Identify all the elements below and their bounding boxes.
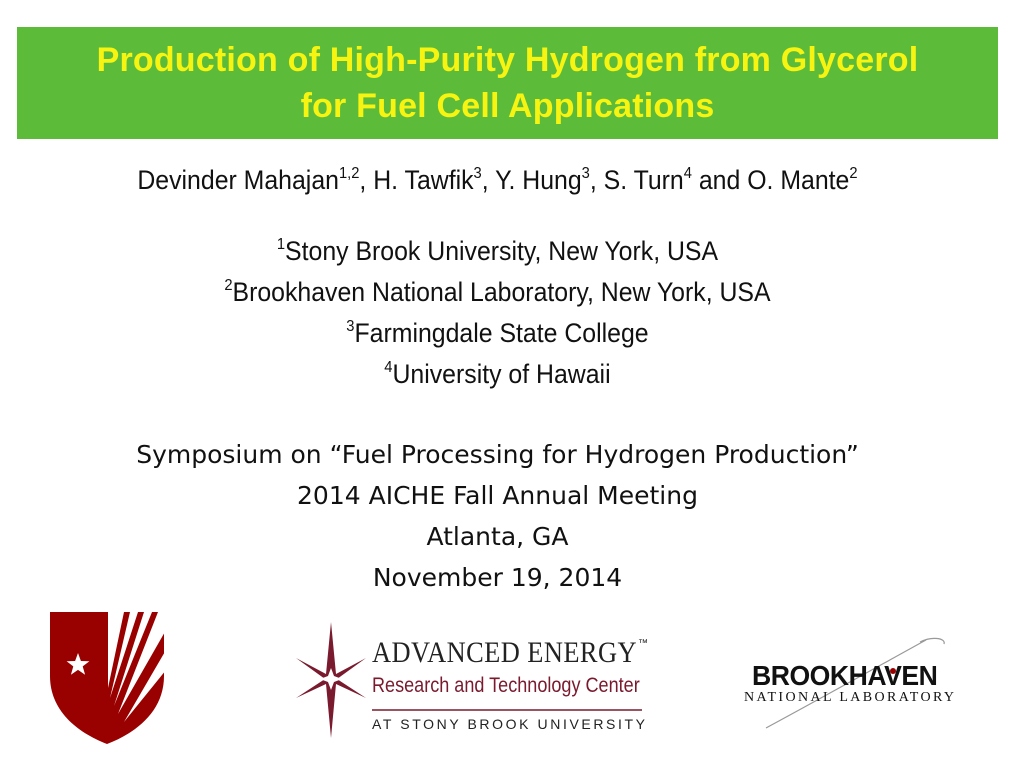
affiliation-line bbox=[40, 354, 955, 395]
trademark-mark: ™ bbox=[638, 638, 648, 649]
aertc-title: ADVANCED ENERGY bbox=[372, 636, 637, 669]
stony-brook-shield-logo bbox=[48, 610, 166, 746]
affiliation-index: 1 bbox=[276, 236, 286, 253]
affiliation-line bbox=[40, 272, 955, 313]
author-list bbox=[40, 163, 955, 197]
title-line-1: Production of High-Purity Hydrogen from Glycerol bbox=[96, 41, 919, 79]
affiliation-line bbox=[40, 313, 955, 354]
affiliation-index: 2 bbox=[224, 277, 233, 294]
bnl-name: BROOKHAVEN bbox=[752, 660, 938, 691]
title-line-2: for Fuel Cell Applications bbox=[300, 87, 715, 125]
aertc-logo bbox=[296, 622, 666, 742]
author-affiliation-index: 1,2 bbox=[338, 165, 360, 182]
author-affiliation-index: 3 bbox=[473, 165, 482, 182]
author-separator: , bbox=[481, 165, 496, 195]
affiliation-text: University of Hawaii bbox=[392, 359, 611, 389]
shield-body bbox=[48, 610, 166, 746]
author-name: Y. Hung bbox=[495, 165, 582, 195]
author-separator: and bbox=[691, 165, 748, 195]
author-affiliation-index: 2 bbox=[849, 165, 858, 182]
meeting-location: Atlanta, GA bbox=[426, 522, 569, 551]
affiliation-index: 4 bbox=[384, 359, 393, 376]
affiliation-line bbox=[40, 231, 955, 272]
affiliation-text: Brookhaven National Laboratory, New York, USA bbox=[232, 277, 771, 307]
title-banner bbox=[17, 27, 998, 139]
author-name: S. Turn bbox=[603, 165, 684, 195]
symposium-title: Symposium on “Fuel Processing for Hydrogen Production” bbox=[136, 440, 859, 469]
author-name: O. Mante bbox=[747, 165, 850, 195]
affiliation-text: Farmingdale State College bbox=[354, 318, 649, 348]
affiliation-list bbox=[40, 231, 955, 395]
author-separator: , bbox=[589, 165, 604, 195]
author-affiliation-index: 3 bbox=[581, 165, 590, 182]
aertc-subtitle: Research and Technology Center bbox=[372, 674, 640, 697]
author-separator: , bbox=[359, 165, 374, 195]
affiliation-index: 3 bbox=[346, 318, 355, 335]
meeting-name: 2014 AICHE Fall Annual Meeting bbox=[297, 481, 698, 510]
symposium-info bbox=[0, 434, 995, 598]
aertc-tagline: AT STONY BROOK UNIVERSITY bbox=[372, 716, 648, 732]
author-affiliation-index: 4 bbox=[683, 165, 692, 182]
author-name: H. Tawfik bbox=[373, 165, 474, 195]
affiliation-text: Stony Brook University, New York, USA bbox=[285, 236, 719, 266]
brookhaven-logo bbox=[738, 636, 990, 732]
bnl-subtitle: NATIONAL LABORATORY bbox=[744, 690, 957, 705]
author-name: Devinder Mahajan bbox=[137, 165, 339, 195]
meeting-date: November 19, 2014 bbox=[372, 563, 623, 592]
